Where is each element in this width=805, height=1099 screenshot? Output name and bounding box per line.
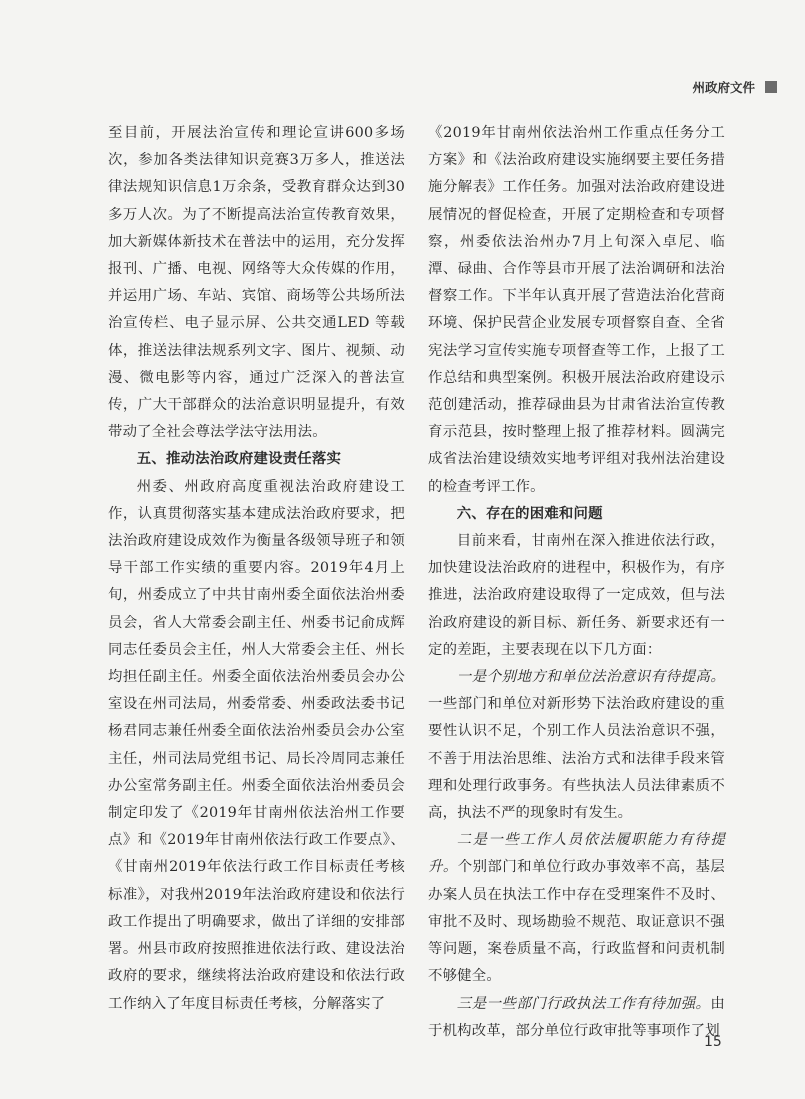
- paragraph: 目前来看，甘南州在深入推进依法行政，加快建设法治政府的进程中，积极作为，有序推进，法治政府建设取得了一定成效，但与法治政府建设的新目标、新任务、新要求还有一定的差距，主要表现在以下几方面：: [428, 533, 725, 658]
- section-label: 州政府文件: [692, 80, 755, 95]
- section-heading: 六、存在的困难和问题: [456, 505, 603, 522]
- problem-body: 由于机构改革，部分单位行政审批等事项作了划: [428, 995, 725, 1039]
- header-square-icon: [765, 81, 777, 93]
- problem-paragraph: [428, 827, 725, 990]
- problem-lead: 一是个别地方和单位法治意识有待提高。: [456, 669, 725, 686]
- paragraph: 州委、州政府高度重视法治政府建设工作，认真贯彻落实基本建成法治政府要求，把法治政府建设成效作为衡量各级领导班子和领导干部工作实绩的重要内容。2019年4月上旬，州委成立了中共甘南州委全面依法治州委员会，省人大常委会副主任、州委书记俞成辉同志任委员会主任，州人大常委会主任、州长均担任副主任。州委全面依法治州委员会办公室设在州司法局，州委常委、州委政法委书记杨君同志兼任州委全面依法治州委员会办公室主任，州司法局党组书记、局长冷周同志兼任办公室常务副主任。州委全面依法治州委员会制定印发了《2019年甘南州依法治州工作要点》和《2019年甘南州依法行政工作要点》、《甘南州2019年依法行政工作目标责任考核标准》，对我州2019年法治政府建设和依法行政工作提出了明确要求，做出了详细的安排部署。州县市政府按照推进依法行政、建设法治政府的要求，继续将法治政府建设和依法行政工作纳入了年度目标责任考核，分解落实了: [108, 478, 405, 1012]
- paragraph: 至目前，开展法治宣传和理论宣讲600多场次，参加各类法律知识竞赛3万多人，推送法律法规知识信息1万余条，受教育群众达到30多万人次。为了不断提高法治宣传教育效果，加大新媒体新技术在普法中的运用，充分发挥报刊、广播、电视、网络等大众传媒的作用，并运用广场、车站、宾馆、商场等公共场所法治宣传栏、电子显示屏、公共交通LED 等载体，推送法律法规系列文字、图片、视频、动漫、微电影等内容，通过广泛深入的普法宣传，广大干部群众的法治意识明显提升，有效带动了全社会尊法学法守法用法。: [108, 125, 405, 441]
- problem-paragraph: [428, 664, 725, 827]
- section-heading: 五、推动法治政府建设责任落实: [136, 451, 342, 468]
- problem-body: 一些部门和单位对新形势下法治政府建设的重要性认识不足，个别工作人员法治意识不强，不善于用法治思维、法治方式和法律手段来管理和处理行政事务。有些执法人员法律素质不高，执法不严的现象时有发生。: [428, 696, 725, 822]
- problem-lead: 三是一些部门行政执法工作有待加强。: [456, 995, 711, 1012]
- problem-body: 个别部门和单位行政办事效率不高，基层办案人员在执法工作中存在受理案件不及时、审批不及时、现场勘验不规范、取证意识不强等问题，案卷质量不高，行政监督和问责机制不够健全。: [428, 859, 725, 985]
- page-number: 15: [704, 1034, 722, 1050]
- paragraph: 《2019年甘南州依法治州工作重点任务分工方案》和《法治政府建设实施纲要主要任务措施分解表》工作任务。加强对法治政府建设进展情况的督促检查，开展了定期检查和专项督察，州委依法治州办7月上旬深入卓尼、临潭、碌曲、合作等县市开展了法治调研和法治督察工作。下半年认真开展了营造法治化营商环境、保护民营企业发展专项督察自查、全省宪法学习宣传实施专项督查等工作，上报了工作总结和典型案例。积极开展法治政府建设示范创建活动，推荐碌曲县为甘肃省法治宣传教育示范县，按时整理上报了推荐材料。圆满完成省法治建设绩效实地考评组对我州法治建设的检查考评工作。: [428, 125, 725, 495]
- problem-lead: 二是一些工作人员依法履职能力有待提升。: [428, 832, 725, 876]
- left-column: [108, 120, 405, 1018]
- problem-paragraph: [428, 991, 725, 1045]
- page-header: [692, 78, 777, 96]
- right-column: [428, 120, 725, 1045]
